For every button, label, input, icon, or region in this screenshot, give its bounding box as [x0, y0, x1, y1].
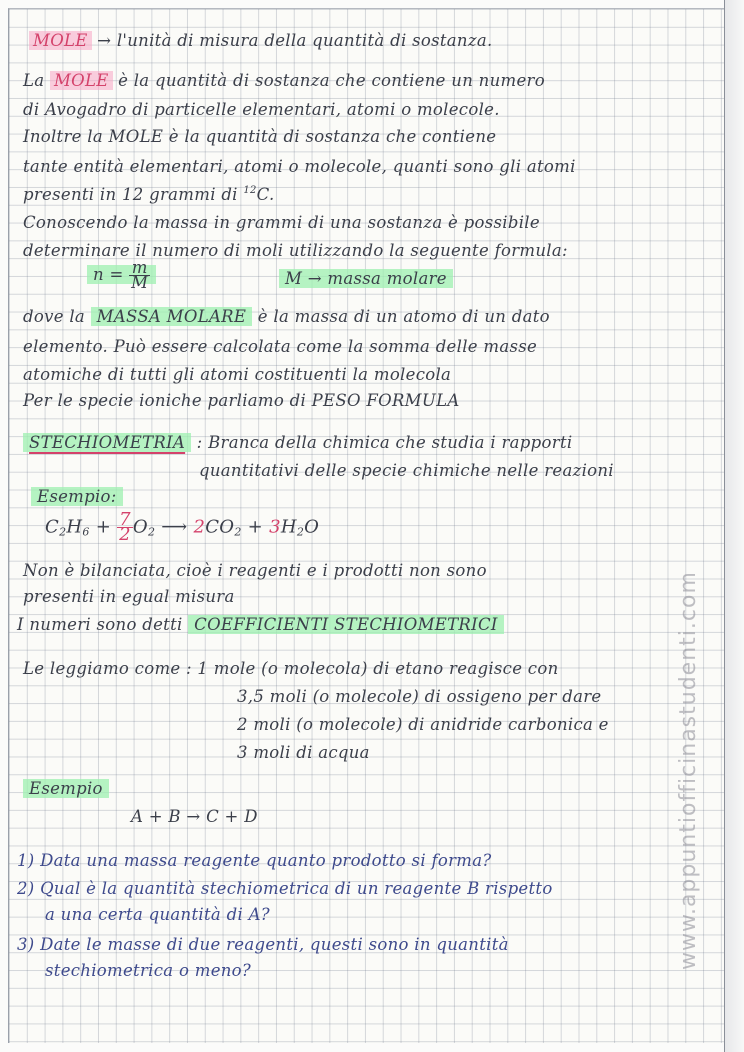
line-mole-formula: [87, 258, 156, 292]
line-question-3: 3) Date le masse di due reagenti, questi sono in quantità: [17, 935, 509, 954]
line-mole-title: MOLE → l'unità di misura della quantità di sostanza.: [29, 31, 493, 50]
line-question-3b: stechiometrica o meno?: [45, 961, 252, 980]
formula-highlight: n = $\frac{m}{M}$: [87, 265, 156, 284]
line-leggiamo-4: 3 moli di acqua: [237, 743, 370, 762]
line-question-2: 2) Qual è la quantità stechiometrica di un reagente B rispetto: [17, 879, 553, 898]
line-esempio-2: Esempio: [23, 779, 109, 798]
notebook-page: [8, 8, 725, 1043]
line-formula-intro-2: determinare il numero di moli utilizzando la seguente formula:: [23, 241, 568, 260]
line-non-bilanciata-2: presenti in egual misura: [23, 587, 235, 606]
line-leggiamo-3: 2 moli (o molecole) di anidride carbonica e: [237, 715, 609, 734]
line-question-1: 1) Data una massa reagente quanto prodotto si forma?: [17, 851, 492, 870]
line-mole-def-2: di Avogadro di particelle elementari, atomi o molecole.: [23, 100, 500, 119]
line-leggiamo-2: 3,5 moli (o molecole) di ossigeno per dare: [237, 687, 602, 706]
mole-highlight: MOLE: [29, 31, 92, 50]
watermark: www.appuntiofficinastudenti.com: [676, 571, 701, 970]
line-stechiometria-def: STECHIOMETRIA : Branca della chimica che studia i rapporti: [23, 433, 572, 452]
line-mole-def-1: La MOLE è la quantità di sostanza che contiene un numero: [23, 71, 545, 90]
line-coefficienti: I numeri sono detti COEFFICIENTI STECHIOMETRICI: [17, 615, 504, 634]
line-leggiamo: Le leggiamo come : 1 mole (o molecola) di etano reagisce con: [23, 659, 559, 678]
line-molar-mass-note: M → massa molare: [279, 269, 453, 288]
line-mole-def-4: tante entità elementari, atomi o molecole, quanti sono gli atomi: [23, 157, 576, 176]
mole-highlight-2: MOLE: [50, 71, 113, 90]
line-formula-intro-1: Conoscendo la massa in grammi di una sostanza è possibile: [23, 213, 540, 232]
line-question-2b: a una certa quantità di A?: [45, 905, 270, 924]
line-molar-def-2: elemento. Può essere calcolata come la somma delle masse: [23, 337, 538, 356]
line-abcd: A + B → C + D: [131, 807, 258, 826]
line-peso-formula: Per le specie ioniche parliamo di PESO FORMULA: [23, 391, 460, 410]
molar-mass-highlight: MASSA MOLARE: [91, 307, 253, 326]
line-molar-def-3: atomiche di tutti gli atomi costituenti la molecola: [23, 365, 452, 384]
line-stechiometria-def-2: quantitativi delle specie chimiche nelle reazioni: [199, 461, 614, 480]
line-non-bilanciata-1: Non è bilanciata, cioè i reagenti e i prodotti non sono: [23, 561, 487, 580]
line-mole-def-5: presenti in 12 grammi di $^{12}$C.: [23, 185, 275, 204]
coefficienti-highlight: COEFFICIENTI STECHIOMETRICI: [188, 615, 504, 634]
page-edge: [724, 0, 744, 1052]
line-mole-def-3: Inoltre la MOLE è la quantità di sostanza che contiene: [23, 127, 497, 146]
reaction-fraction: $\frac{7}{2}$: [119, 509, 131, 545]
formula-fraction: $\frac{m}{M}$: [131, 258, 149, 292]
line-reaction: $C_2H_6$ + $\frac{7}{2}$ $O_2$ ⟶ $2CO_2 + 3H_2O$: [45, 509, 320, 545]
line-esempio-1: Esempio:: [31, 487, 123, 506]
line-molar-def-1: dove la MASSA MOLARE è la massa di un atomo di un dato: [23, 307, 550, 326]
stechiometria-highlight: STECHIOMETRIA: [23, 433, 191, 452]
